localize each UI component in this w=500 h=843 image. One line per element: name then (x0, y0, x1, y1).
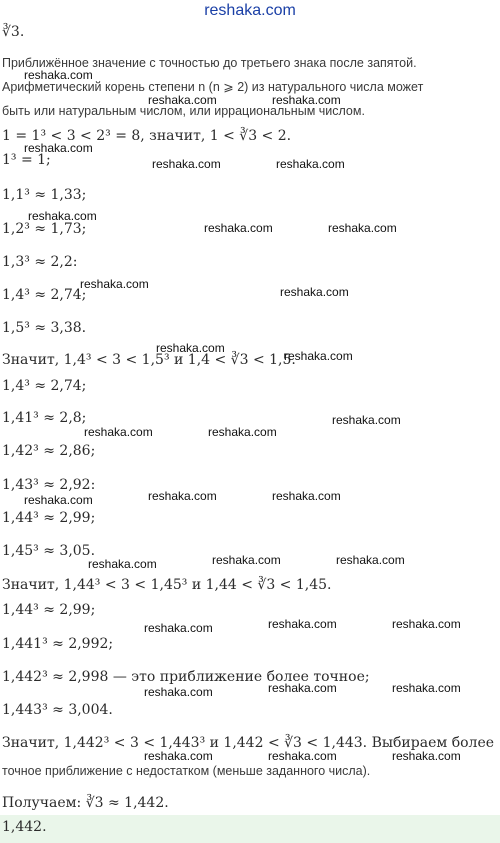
watermark: reshaka.com (208, 425, 277, 439)
conclusion-3-line-2: точное приближение с недостатком (меньше заданного числа). (2, 764, 371, 778)
watermark: reshaka.com (280, 285, 349, 299)
watermark: reshaka.com (148, 489, 217, 503)
watermark: reshaka.com (80, 277, 149, 291)
watermark: reshaka.com (284, 349, 353, 363)
step2-line-1: 1,4³ ≈ 2,74; (2, 378, 87, 394)
step3-line-3: 1,442³ ≈ 2,998 — это приближение более точное; (2, 669, 370, 685)
step2-line-6: 1,45³ ≈ 3,05. (2, 543, 96, 559)
problem-title: ∛3. (2, 24, 25, 40)
answer-box (0, 815, 500, 843)
step1-line-5: 1,4³ ≈ 2,74; (2, 287, 87, 303)
watermark: reshaka.com (272, 93, 341, 107)
conclusion-2: Значит, 1,44³ < 3 < 1,45³ и 1,44 < ∛3 < 1,45. (2, 577, 332, 593)
step3-line-4: 1,443³ ≈ 3,004. (2, 702, 113, 718)
watermark: reshaka.com (204, 221, 273, 235)
watermark: reshaka.com (148, 93, 217, 107)
result-line: Получаем: ∛3 ≈ 1,442. (2, 795, 169, 811)
intro-line-1: Приближённое значение с точностью до третьего знака после запятой. (2, 56, 417, 70)
watermark: reshaka.com (276, 157, 345, 171)
intro-line-2: Арифметический корень степени n (n ⩾ 2) из натурального числа может (2, 80, 424, 94)
watermark: reshaka.com (268, 681, 337, 695)
conclusion-3-line-1: Значит, 1,442³ < 3 < 1,443³ и 1,442 < ∛3 < 1,443. Выбираем более (2, 735, 495, 751)
watermark: reshaka.com (24, 141, 93, 155)
step1-line-4: 1,3³ ≈ 2,2: (2, 254, 78, 270)
step1-line-3: 1,2³ ≈ 1,73; (2, 221, 87, 237)
watermark: reshaka.com (268, 749, 337, 763)
watermark: reshaka.com (24, 68, 93, 82)
watermark: reshaka.com (28, 209, 97, 223)
step2-line-4: 1,43³ ≈ 2,92: (2, 477, 96, 493)
watermark: reshaka.com (144, 621, 213, 635)
step1-line-6: 1,5³ ≈ 3,38. (2, 320, 87, 336)
watermark: reshaka.com (328, 221, 397, 235)
watermark: reshaka.com (84, 425, 153, 439)
watermark: reshaka.com (88, 557, 157, 571)
watermark: reshaka.com (144, 685, 213, 699)
step2-line-3: 1,42³ ≈ 2,86; (2, 443, 96, 459)
watermark: reshaka.com (392, 749, 461, 763)
watermark: reshaka.com (152, 157, 221, 171)
intro-line-3: быть или натуральным числом, или иррациональным числом. (2, 104, 365, 118)
watermark: reshaka.com (212, 553, 281, 567)
watermark: reshaka.com (24, 493, 93, 507)
step3-line-2: 1,441³ ≈ 2,992; (2, 636, 114, 652)
step1-line-1: 1³ = 1; (2, 152, 51, 168)
watermark: reshaka.com (144, 749, 213, 763)
conclusion-1: Значит, 1,4³ < 3 < 1,5³ и 1,4 < ∛3 < 1,5. (2, 352, 296, 368)
watermark: reshaka.com (268, 617, 337, 631)
step3-line-1: 1,44³ ≈ 2,99; (2, 602, 96, 618)
watermark: reshaka.com (392, 681, 461, 695)
answer-value: 1,442. (2, 819, 47, 835)
step2-line-2: 1,41³ ≈ 2,8; (2, 410, 87, 426)
watermark: reshaka.com (332, 413, 401, 427)
range-line: 1 = 1³ < 3 < 2³ = 8, значит, 1 < ∛3 < 2. (2, 128, 292, 144)
watermark: reshaka.com (272, 489, 341, 503)
step2-line-5: 1,44³ ≈ 2,99; (2, 510, 96, 526)
watermark: reshaka.com (392, 617, 461, 631)
watermark: reshaka.com (336, 553, 405, 567)
watermark: reshaka.com (156, 341, 225, 355)
step1-line-2: 1,1³ ≈ 1,33; (2, 187, 87, 203)
site-link[interactable]: reshaka.com (204, 2, 296, 19)
